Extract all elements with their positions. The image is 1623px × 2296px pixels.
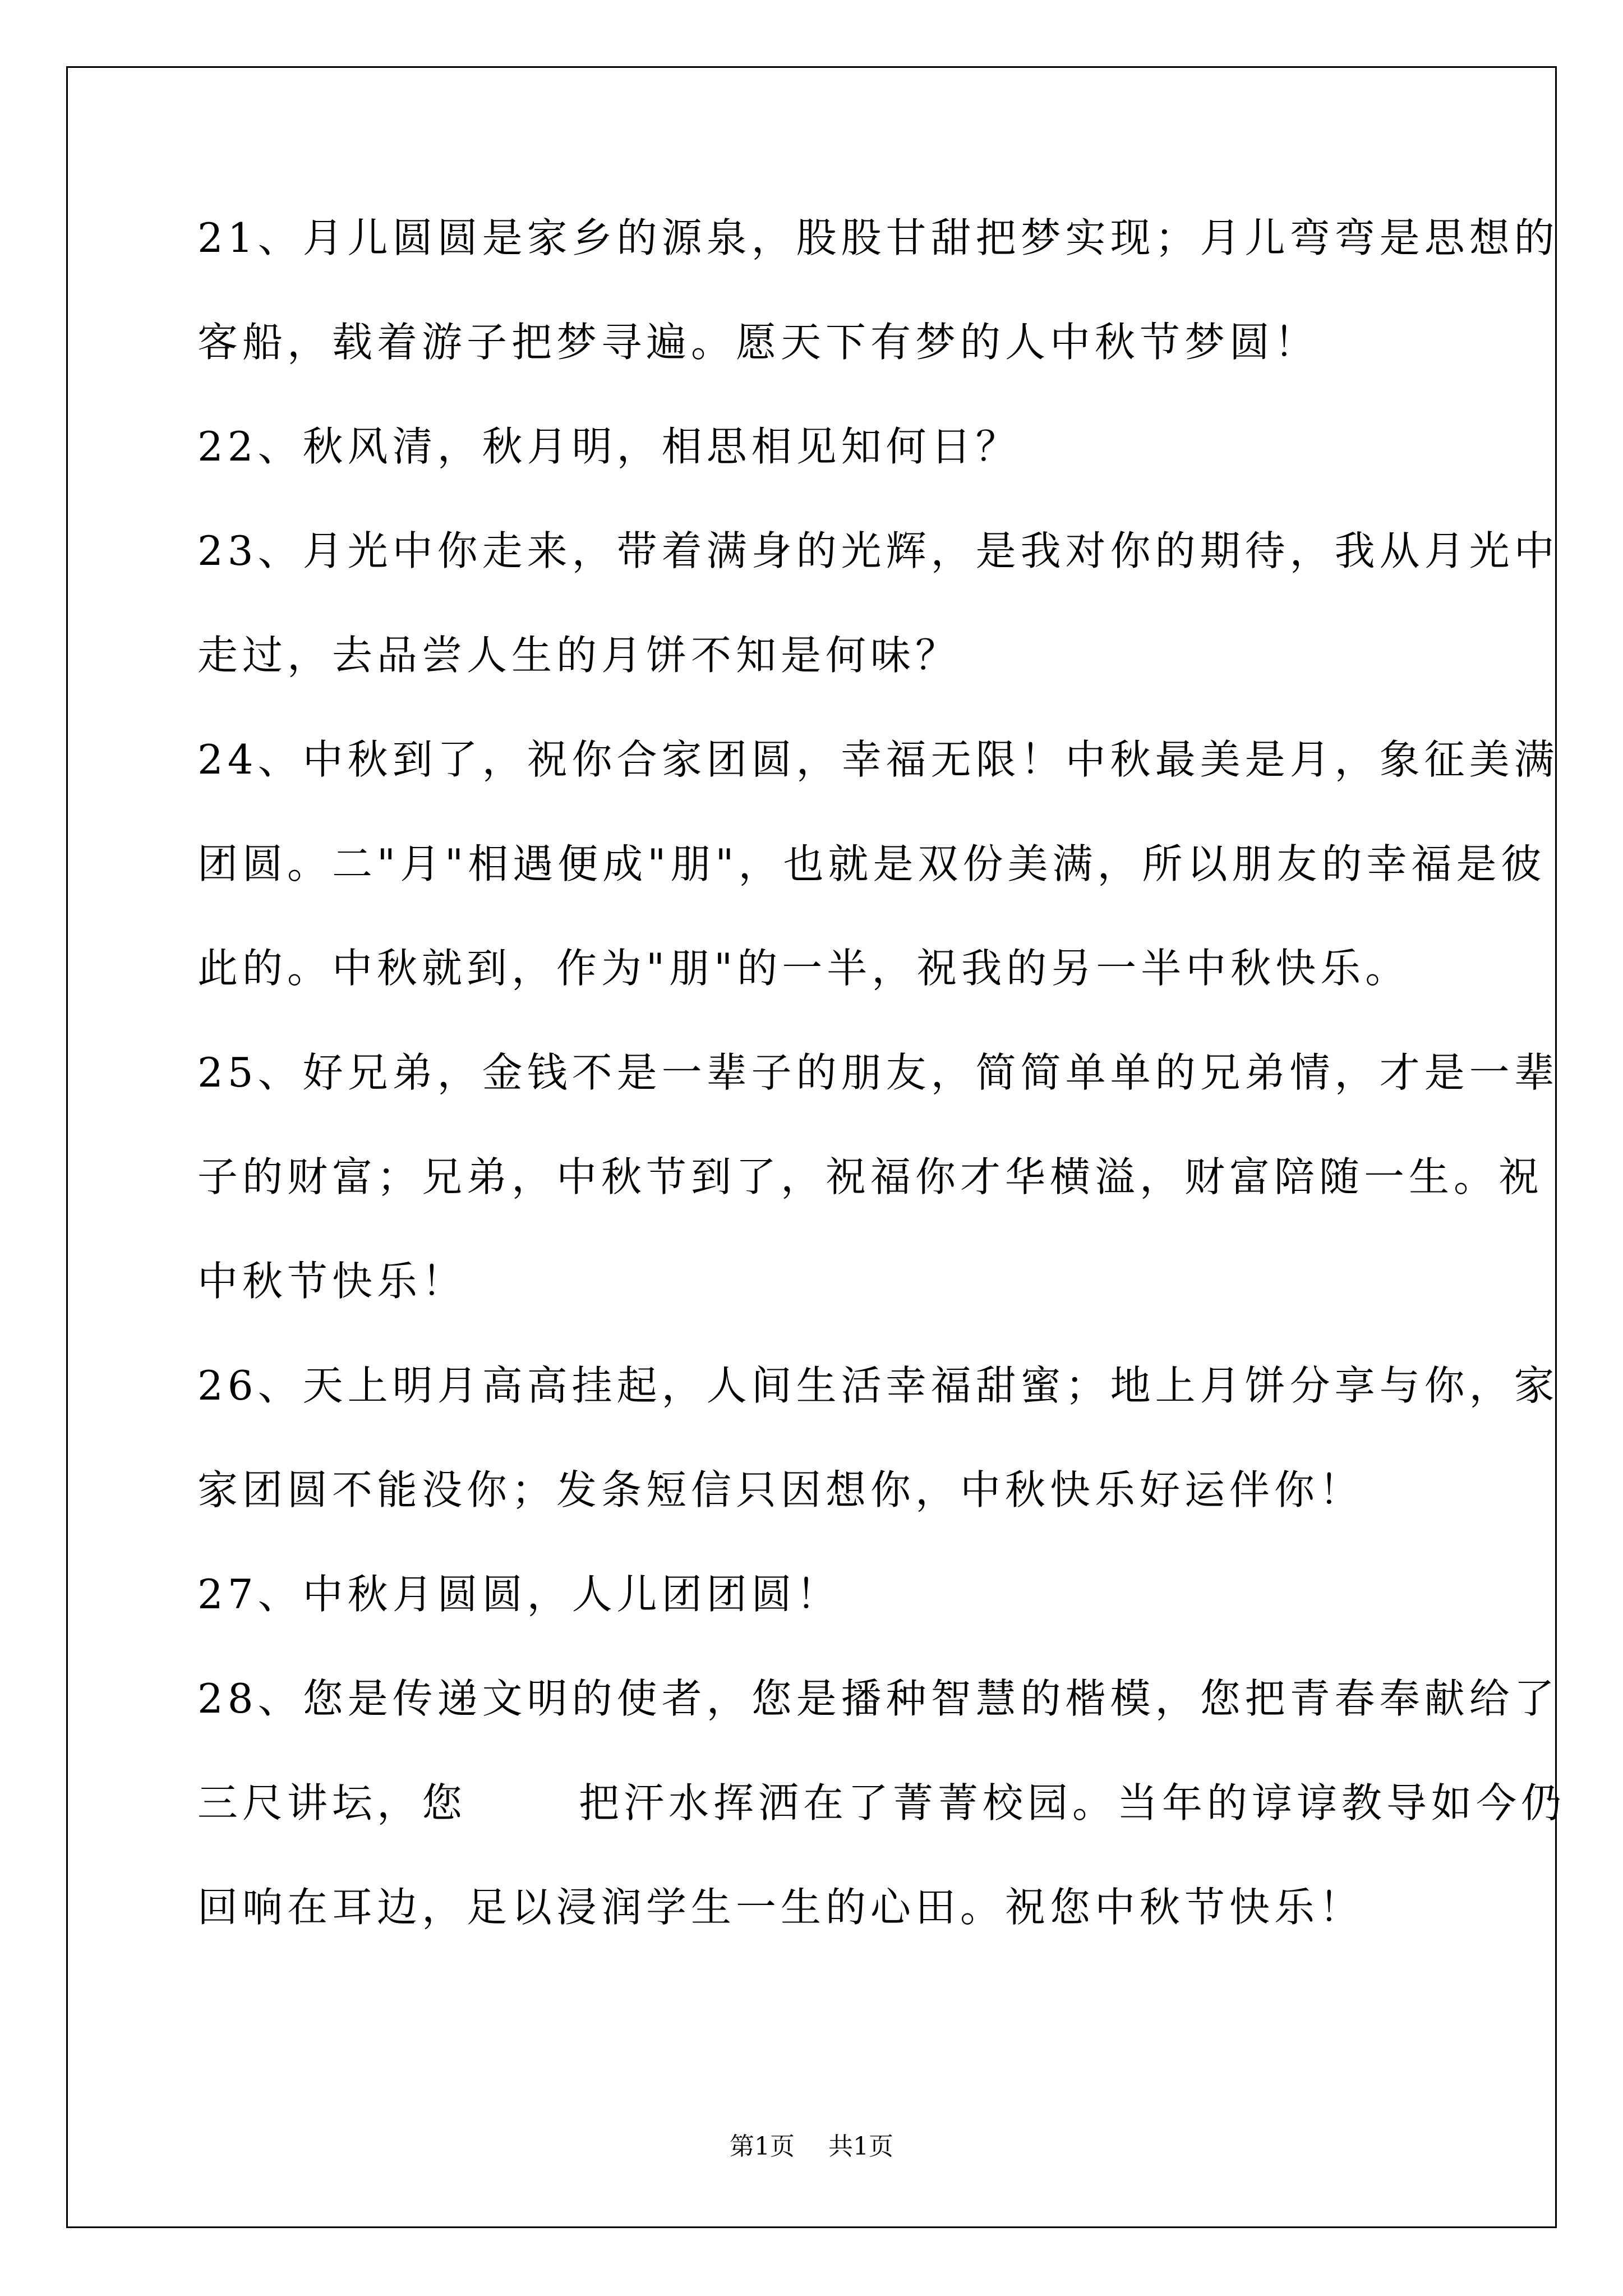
text-line: 23、月光中你走来，带着满身的光辉，是我对你的期待，我从月光中 bbox=[197, 527, 1559, 574]
text-line: 客船，载着游子把梦寻遍。愿天下有梦的人中秋节梦圆！ bbox=[197, 319, 1320, 366]
text-line: 此的。中秋就到，作为"朋"的一半，祝我的另一半中秋快乐。 bbox=[197, 945, 1410, 992]
text-line: 27、中秋月圆圆，人儿团团圆！ bbox=[197, 1571, 841, 1618]
page-total: 共1页 bbox=[828, 2132, 893, 2161]
text-line: 中秋节快乐！ bbox=[197, 1258, 467, 1305]
document-body bbox=[197, 214, 1566, 1991]
text-fragment: 三尺讲坛，您 bbox=[197, 1779, 467, 1826]
text-line: 团圆。二"月"相遇便成"朋"，也就是双份美满，所以朋友的幸福是彼 bbox=[197, 840, 1546, 887]
text-line: 21、月儿圆圆是家乡的源泉，股股甘甜把梦实现；月儿弯弯是思想的 bbox=[197, 214, 1559, 261]
text-line: 28、您是传递文明的使者，您是播种智慧的楷模，您把青春奉献给了 bbox=[197, 1675, 1559, 1722]
text-line: 22、秋风清，秋月明，相思相见知何日？ bbox=[197, 423, 1021, 470]
page-number: 第1页 bbox=[730, 2132, 795, 2161]
text-line: 26、天上明月高高挂起，人间生活幸福甜蜜；地上月饼分享与你，家 bbox=[197, 1362, 1559, 1409]
text-line: 走过，去品尝人生的月饼不知是何味？ bbox=[197, 632, 961, 679]
text-line: 家团圆不能没你；发条短信只因想你，中秋快乐好运伴你！ bbox=[197, 1466, 1364, 1513]
text-line bbox=[197, 1779, 1566, 1887]
text-line: 24、中秋到了，祝你合家团圆，幸福无限！中秋最美是月，象征美满 bbox=[197, 736, 1559, 783]
page-footer bbox=[0, 2126, 1623, 2162]
text-line: 回响在耳边，足以浸润学生一生的心田。祝您中秋节快乐！ bbox=[197, 1884, 1364, 1931]
text-line: 子的财富；兄弟，中秋节到了，祝福你才华横溢，财富陪随一生。祝 bbox=[197, 1153, 1544, 1200]
text-line: 25、好兄弟，金钱不是一辈子的朋友，简简单单的兄弟情，才是一辈 bbox=[197, 1049, 1559, 1096]
text-fragment: 把汗水挥洒在了菁菁校园。当年的谆谆教导如今仍 bbox=[579, 1779, 1566, 1826]
